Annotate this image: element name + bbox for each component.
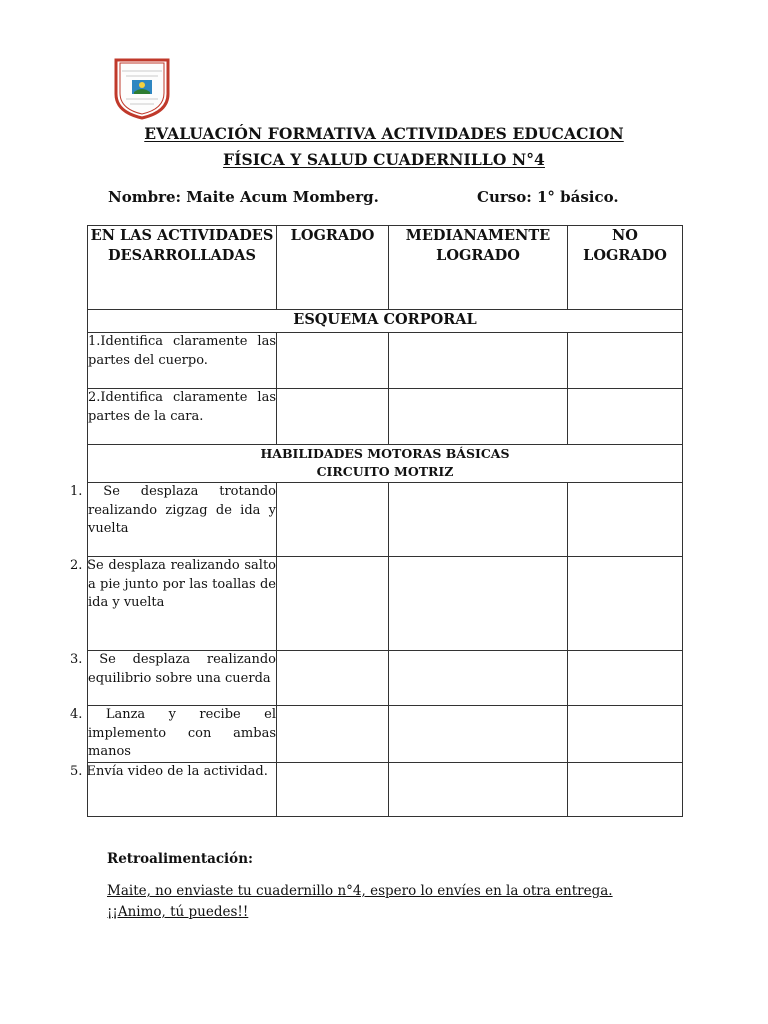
partially-achieved-cell <box>389 651 568 706</box>
activity-cell: 1.Identifica claramente las partes del cuerpo. <box>88 333 277 389</box>
achieved-cell <box>277 333 389 389</box>
section-title-body-schema: ESQUEMA CORPORAL <box>88 310 683 333</box>
section-title-line1: HABILIDADES MOTORAS BÁSICAS <box>260 446 510 461</box>
activity-cell: 5. Envía video de la actividad. <box>88 762 277 816</box>
partially-achieved-cell <box>389 706 568 763</box>
student-name: Nombre: Maite Acum Momberg. <box>108 188 379 206</box>
feedback-label: Retroalimentación: <box>107 851 253 867</box>
header-activities: EN LAS ACTIVIDADES DESARROLLADAS <box>88 226 277 310</box>
document-title-line1: EVALUACIÓN FORMATIVA ACTIVIDADES EDUCACION <box>144 124 624 143</box>
school-crest-icon <box>112 54 172 120</box>
section-title-motor-skills <box>88 445 683 483</box>
partially-achieved-cell <box>389 557 568 651</box>
table-row <box>88 706 683 763</box>
activity-cell: 2.Identifica claramente las partes de la cara. <box>88 389 277 445</box>
feedback-line1: Maite, no enviaste tu cuadernillo n°4, espero lo envíes en la otra entrega. <box>107 883 613 899</box>
header-not-achieved: NO LOGRADO <box>568 226 683 310</box>
evaluation-table <box>70 225 683 817</box>
section-row <box>88 445 683 483</box>
section-row <box>88 310 683 333</box>
partially-achieved-cell <box>389 333 568 389</box>
achieved-cell <box>277 483 389 557</box>
table-header-row <box>88 226 683 310</box>
not-achieved-cell <box>568 389 683 445</box>
partially-achieved-cell <box>389 762 568 816</box>
achieved-cell <box>277 651 389 706</box>
not-achieved-cell <box>568 706 683 763</box>
table-row <box>88 333 683 389</box>
school-logo <box>112 54 172 120</box>
achieved-cell <box>277 557 389 651</box>
partially-achieved-cell <box>389 483 568 557</box>
activity-cell: 1. Se desplaza trotando realizando zigzag de ida y vuelta <box>88 483 277 557</box>
table-row <box>88 557 683 651</box>
activity-cell: 4. Lanza y recibe el implemento con ambas manos <box>88 706 277 763</box>
activity-cell: 2. Se desplaza realizando salto a pie junto por las toallas de ida y vuelta <box>88 557 277 651</box>
header-partially-achieved: MEDIANAMENTE LOGRADO <box>389 226 568 310</box>
not-achieved-cell <box>568 762 683 816</box>
feedback-line2: ¡¡Animo, tú puedes!! <box>107 904 249 920</box>
achieved-cell <box>277 389 389 445</box>
not-achieved-cell <box>568 333 683 389</box>
feedback-text <box>107 881 667 923</box>
student-course: Curso: 1° básico. <box>477 188 619 206</box>
table-row <box>88 762 683 816</box>
section-title-line2: CIRCUITO MOTRIZ <box>316 464 454 479</box>
document-title-line2: FÍSICA Y SALUD CUADERNILLO N°4 <box>223 150 545 169</box>
table-row <box>88 389 683 445</box>
partially-achieved-cell <box>389 389 568 445</box>
header-achieved: LOGRADO <box>277 226 389 310</box>
table-row <box>88 483 683 557</box>
activity-cell: 3. Se desplaza realizando equilibrio sobre una cuerda <box>88 651 277 706</box>
achieved-cell <box>277 706 389 763</box>
table-row <box>88 651 683 706</box>
not-achieved-cell <box>568 483 683 557</box>
not-achieved-cell <box>568 651 683 706</box>
not-achieved-cell <box>568 557 683 651</box>
achieved-cell <box>277 762 389 816</box>
